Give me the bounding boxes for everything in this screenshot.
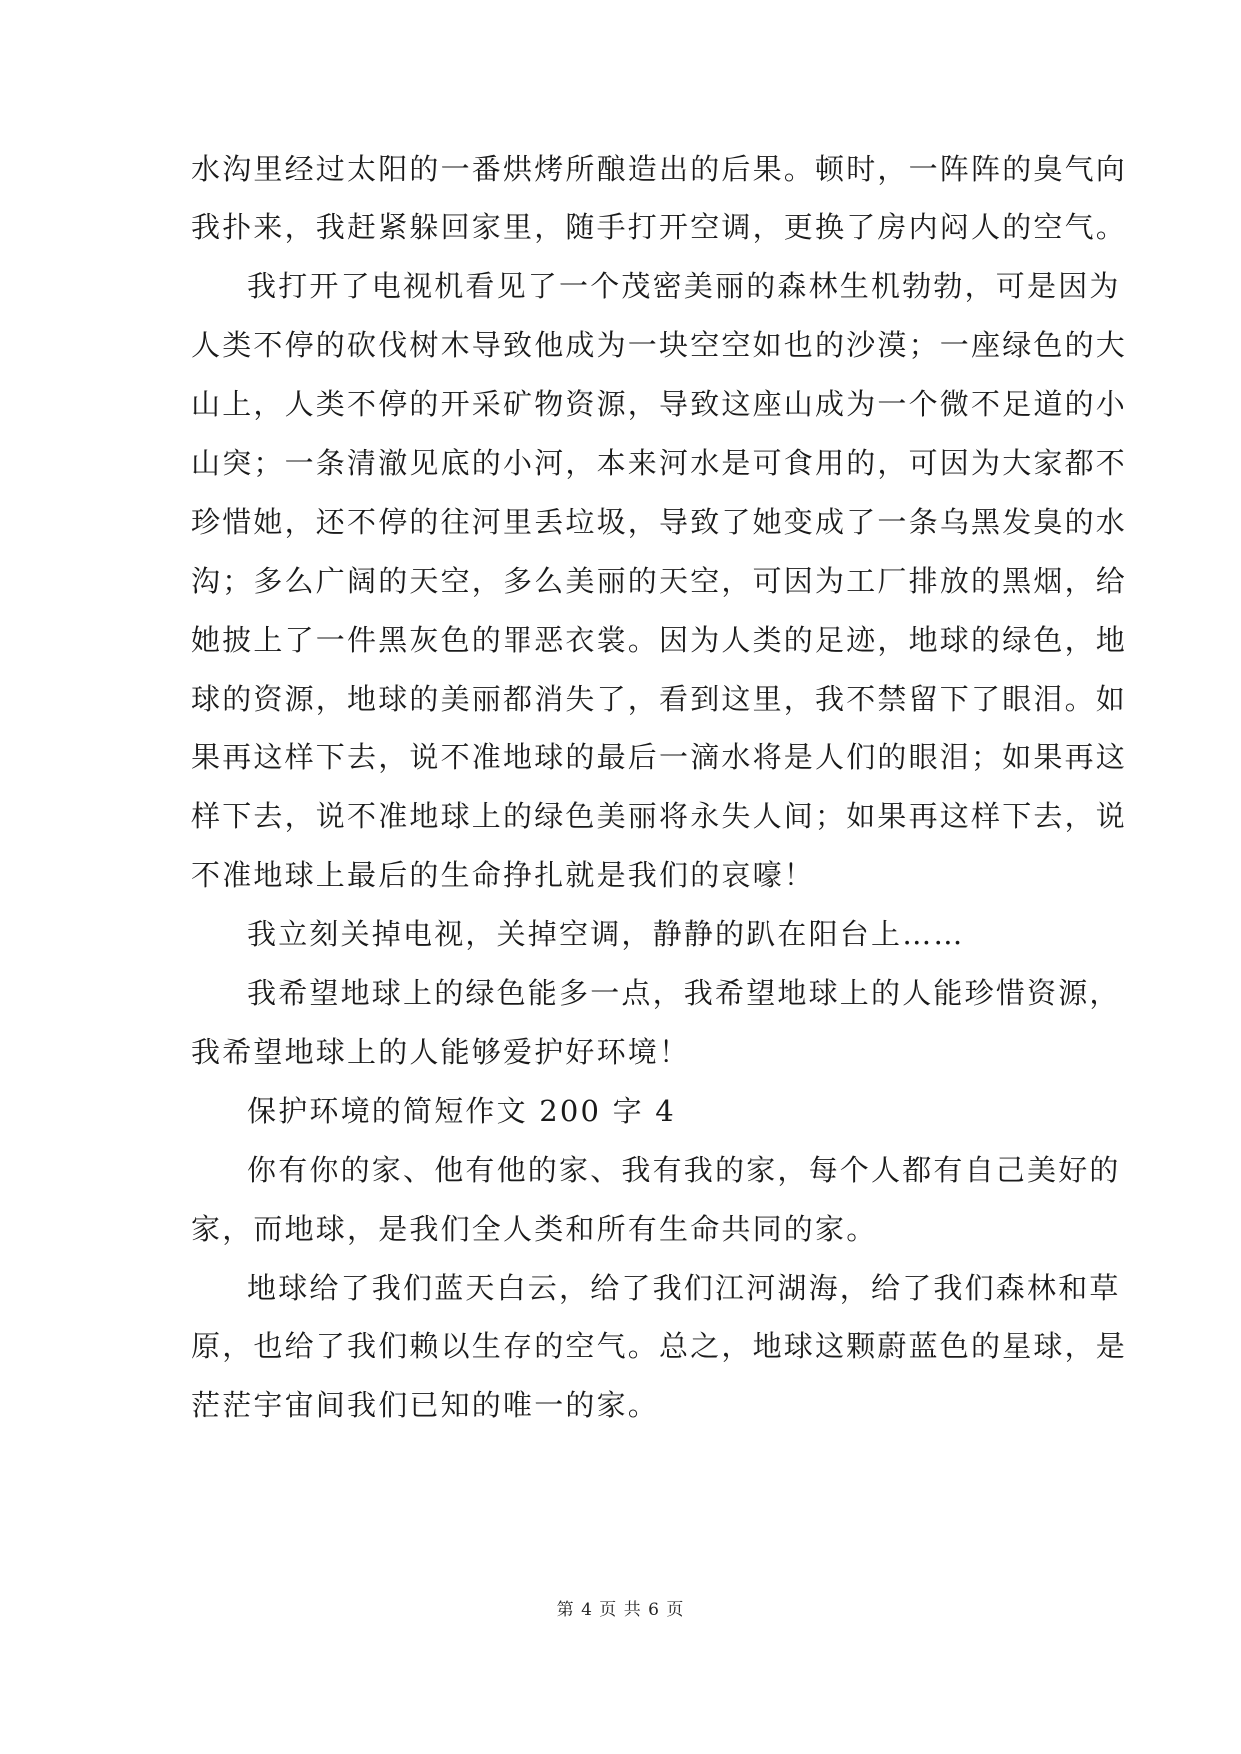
text-line: 茫茫宇宙间我们已知的唯一的家。 — [191, 1388, 660, 1422]
text-line: 原，也给了我们赖以生存的空气。总之，地球这颗蔚蓝色的星球，是 — [191, 1329, 1128, 1363]
text-line: 不准地球上最后的生命挣扎就是我们的哀嚎！ — [191, 858, 816, 892]
text-line: 我扑来，我赶紧躲回家里，随手打开空调，更换了房内闷人的空气。 — [191, 210, 1128, 244]
text-line: 山突；一条清澈见底的小河，本来河水是可食用的，可因为大家都不 — [191, 446, 1128, 480]
footer-prefix: 第 — [556, 1600, 575, 1620]
paragraph-start-line: 我希望地球上的绿色能多一点，我希望地球上的人能珍惜资源， — [247, 976, 1121, 1010]
text-line: 人类不停的砍伐树木导致他成为一块空空如也的沙漠；一座绿色的大 — [191, 328, 1128, 362]
footer-suffix: 页 — [666, 1600, 685, 1620]
text-line: 沟；多么广阔的天空，多么美丽的天空，可因为工厂排放的黑烟，给 — [191, 564, 1128, 598]
page-footer — [0, 1599, 1241, 1621]
total-pages-number: 6 — [648, 1600, 660, 1620]
text-line: 样下去，说不准地球上的绿色美丽将永失人间；如果再这样下去，说 — [191, 799, 1128, 833]
section-heading: 保护环境的简短作文 200 字 4 — [247, 1094, 676, 1128]
current-page-number: 4 — [581, 1600, 593, 1620]
text-line: 家，而地球，是我们全人类和所有生命共同的家。 — [191, 1212, 878, 1246]
paragraph-start-line: 我立刻关掉电视，关掉空调，静静的趴在阳台上…… — [247, 917, 965, 951]
text-line: 珍惜她，还不停的往河里丢垃圾，导致了她变成了一条乌黑发臭的水 — [191, 505, 1128, 539]
text-line: 她披上了一件黑灰色的罪恶衣裳。因为人类的足迹，地球的绿色，地 — [191, 623, 1128, 657]
text-line: 果再这样下去，说不准地球的最后一滴水将是人们的眼泪；如果再这 — [191, 740, 1128, 774]
paragraph-start-line: 我打开了电视机看见了一个茂密美丽的森林生机勃勃，可是因为 — [247, 269, 1121, 303]
footer-middle: 页 共 — [599, 1600, 642, 1620]
paragraph-start-line: 地球给了我们蓝天白云，给了我们江河湖海，给了我们森林和草 — [247, 1271, 1121, 1305]
paragraph-start-line: 你有你的家、他有他的家、我有我的家，每个人都有自己美好的 — [247, 1153, 1121, 1187]
text-line: 水沟里经过太阳的一番烘烤所酿造出的后果。顿时，一阵阵的臭气向 — [191, 152, 1128, 186]
text-line: 球的资源，地球的美丽都消失了，看到这里，我不禁留下了眼泪。如 — [191, 682, 1128, 716]
text-line: 我希望地球上的人能够爱护好环境！ — [191, 1035, 691, 1069]
text-line: 山上，人类不停的开采矿物资源，导致这座山成为一个微不足道的小 — [191, 387, 1128, 421]
